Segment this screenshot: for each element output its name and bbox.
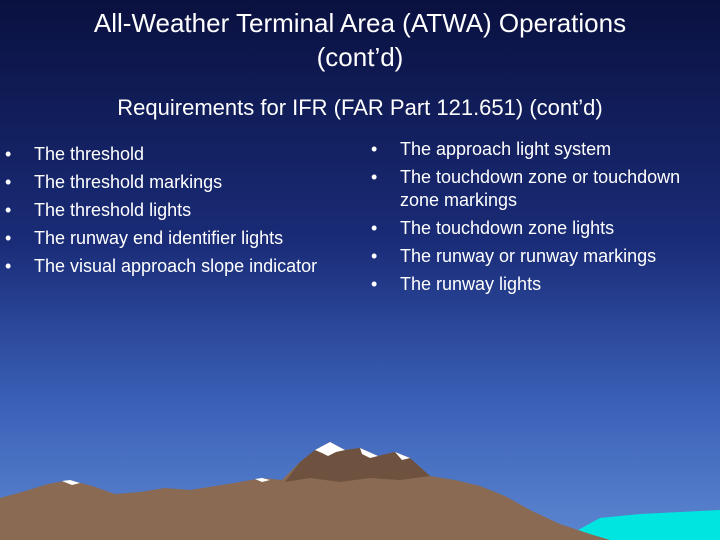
list-item [366, 166, 720, 212]
mountain-range [0, 442, 610, 540]
right-bullet-list [366, 138, 720, 301]
list-item-text: The threshold [34, 144, 145, 164]
list-item-text: The threshold markings [34, 172, 223, 192]
list-item-text: The runway or runway markings [400, 246, 657, 266]
list-item-text: The runway lights [400, 274, 542, 294]
mountain-shadow [285, 442, 430, 482]
list-item [0, 171, 330, 194]
list-item [0, 143, 330, 166]
list-item-text: The threshold lights [34, 200, 192, 220]
bullet-icon: • [5, 228, 12, 248]
bullet-icon: • [371, 246, 378, 266]
slide-subtitle: Requirements for IFR (FAR Part 121.651) (cont’d) [117, 95, 603, 120]
list-item [366, 273, 720, 296]
slide-title [0, 6, 720, 74]
list-item [366, 245, 720, 268]
list-item [0, 255, 330, 278]
mountain-landscape-decoration [0, 420, 720, 540]
bullet-icon: • [5, 172, 12, 192]
left-bullet-list [0, 143, 330, 283]
list-item [366, 217, 720, 240]
title-line-1: All-Weather Terminal Area (ATWA) Operations [93, 8, 627, 38]
list-item-text: The runway end identifier lights [34, 228, 284, 248]
bullet-icon: • [5, 200, 12, 220]
title-line-2: (cont’d) [316, 42, 404, 72]
bullet-icon: • [371, 167, 378, 187]
bullet-icon: • [5, 144, 12, 164]
list-item-text: The approach light system [400, 139, 612, 159]
list-item [366, 138, 720, 161]
list-item-text: The touchdown zone or touchdown zone markings [400, 167, 681, 210]
bullet-icon: • [371, 218, 378, 238]
list-item-text: The visual approach slope indicator [34, 256, 318, 276]
list-item-text: The touchdown zone lights [400, 218, 615, 238]
list-item [0, 227, 330, 250]
list-item [0, 199, 330, 222]
bullet-icon: • [5, 256, 12, 276]
bullet-icon: • [371, 274, 378, 294]
bullet-icon: • [371, 139, 378, 159]
